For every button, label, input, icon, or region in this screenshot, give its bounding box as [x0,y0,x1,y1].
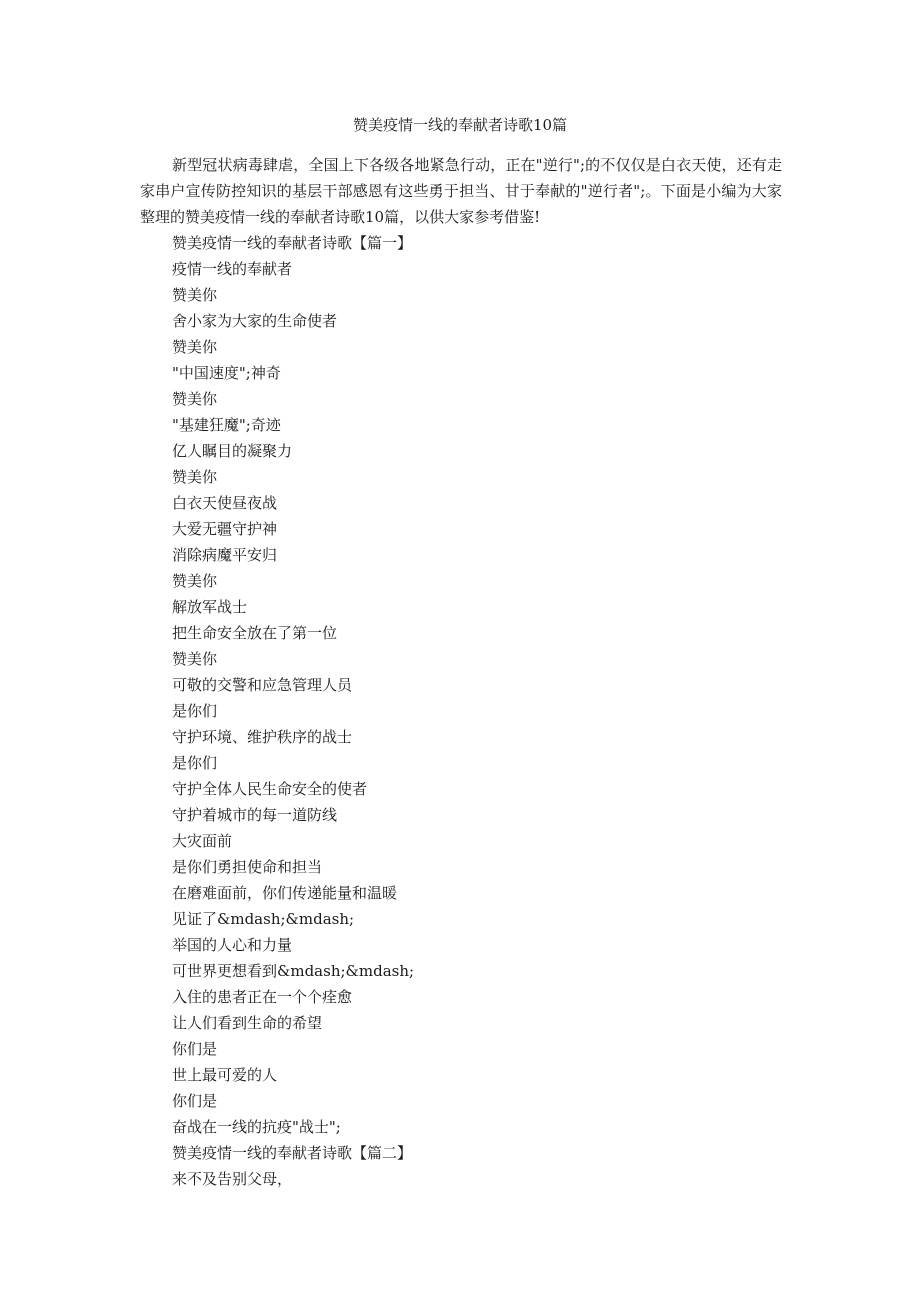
poem-line: 赞美你 [172,572,218,590]
poem-line: 在磨难面前，你们传递能量和温暖 [172,884,398,902]
poem-line: 赞美你 [172,468,218,486]
poem-line: 是你们勇担使命和担当 [172,858,323,876]
poem-line: 是你们 [172,702,218,720]
poem-line: 世上最可爱的人 [172,1066,278,1084]
poem-line: 守护着城市的每一道防线 [172,806,338,824]
poem-line: 舍小家为大家的生命使者 [172,312,338,330]
poem-line: 白衣天使昼夜战 [172,494,278,512]
poem-line: 疫情一线的奉献者 [172,260,293,278]
poem-line: 消除病魔平安归 [172,546,278,564]
poem-line: 赞美你 [172,390,218,408]
poem-line: 守护全体人民生命安全的使者 [172,780,368,798]
poem-line: 亿人瞩目的凝聚力 [172,442,293,460]
poem-line: 见证了&mdash;&mdash; [172,910,355,928]
poem-line: "中国速度";神奇 [172,364,281,382]
poem-line: 入住的患者正在一个个痊愈 [172,988,353,1006]
poem-line: 大灾面前 [172,832,233,850]
poem-line: 赞美疫情一线的奉献者诗歌【篇二】 [172,1144,413,1162]
document-title: 赞美疫情一线的奉献者诗歌10篇 [352,116,568,134]
poem-line: 大爱无疆守护神 [172,520,278,538]
poem-line: 赞美你 [172,650,218,668]
poem-line: 你们是 [172,1092,218,1110]
poem-line: 是你们 [172,754,218,772]
poem-line: 赞美你 [172,286,218,304]
poem-lines [172,230,772,1192]
poem-line: 举国的人心和力量 [172,936,293,954]
poem-line: 赞美你 [172,338,218,356]
poem-line: 让人们看到生命的希望 [172,1014,323,1032]
poem-line: "基建狂魔";奇迹 [172,416,281,434]
poem-line: 你们是 [172,1040,218,1058]
poem-line: 可敬的交警和应急管理人员 [172,676,353,694]
intro-paragraph: 新型冠状病毒肆虐，全国上下各级各地紧急行动，正在"逆行";的不仅仅是白衣天使，还有走家串户宣传防控知识的基层干部感恩有这些勇于担当、甘于奉献的"逆行者";。下面是小编为大家整理的赞美疫情一线的奉献者诗歌10篇，以供大家参考借鉴! [140,156,782,226]
poem-line: 奋战在一线的抗疫"战士"; [172,1118,341,1136]
poem-line: 可世界更想看到&mdash;&mdash; [172,962,415,980]
poem-line: 守护环境、维护秩序的战士 [172,728,353,746]
poem-line: 解放军战士 [172,598,248,616]
poem-line: 赞美疫情一线的奉献者诗歌【篇一】 [172,234,413,252]
poem-line: 来不及告别父母， [172,1170,293,1188]
poem-line: 把生命安全放在了第一位 [172,624,338,642]
